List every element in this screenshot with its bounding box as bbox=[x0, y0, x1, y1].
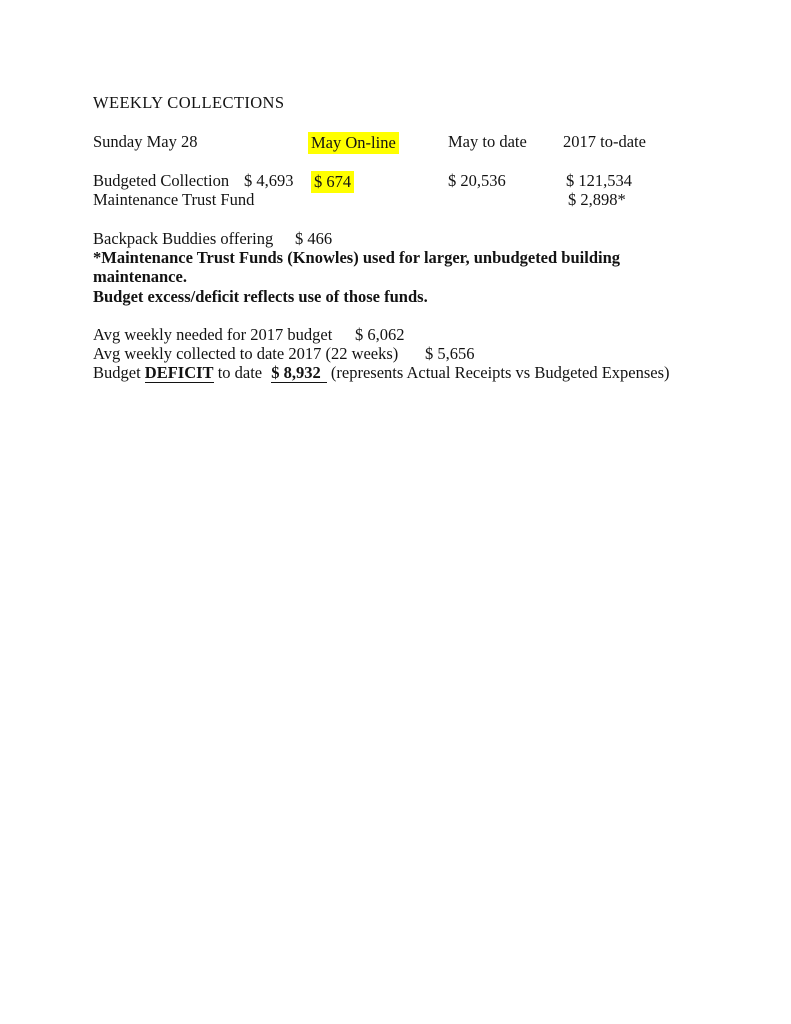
budget-usage-note: Budget excess/deficit reflects use of those funds. bbox=[93, 287, 428, 306]
budgeted-year-amount: $ 121,534 bbox=[566, 171, 632, 190]
deficit-term-underlined: DEFICIT bbox=[144, 363, 214, 382]
backpack-buddies-label: Backpack Buddies offering bbox=[93, 229, 274, 248]
maintenance-trust-year-amount: $ 2,898* bbox=[568, 190, 626, 209]
maintenance-trust-label: Maintenance Trust Fund bbox=[93, 190, 255, 209]
header-online-label-highlighted: May On-line bbox=[308, 132, 399, 154]
budgeted-collection-label: Budgeted Collection bbox=[93, 171, 230, 190]
deficit-middle: to date bbox=[217, 363, 263, 382]
header-month-label: May to date bbox=[448, 132, 527, 151]
avg-needed-label: Avg weekly needed for 2017 budget bbox=[93, 325, 333, 344]
budgeted-week-amount: $ 4,693 bbox=[244, 171, 294, 190]
avg-collected-amount: $ 5,656 bbox=[425, 344, 475, 363]
deficit-amount-underlined: $ 8,932 bbox=[271, 363, 327, 383]
avg-collected-label: Avg weekly collected to date 2017 (22 weeks) bbox=[93, 344, 399, 363]
budgeted-online-amount-highlighted: $ 674 bbox=[311, 171, 354, 193]
header-week-label: Sunday May 28 bbox=[93, 132, 198, 151]
header-year-label: 2017 to-date bbox=[563, 132, 646, 151]
page-title: WEEKLY COLLECTIONS bbox=[93, 93, 285, 112]
deficit-suffix: (represents Actual Receipts vs Budgeted Expenses) bbox=[330, 363, 670, 382]
maintenance-note-line2: maintenance. bbox=[93, 267, 187, 286]
avg-needed-amount: $ 6,062 bbox=[355, 325, 405, 344]
backpack-buddies-amount: $ 466 bbox=[295, 229, 333, 248]
budgeted-month-amount: $ 20,536 bbox=[448, 171, 506, 190]
deficit-line bbox=[93, 363, 670, 383]
deficit-prefix: Budget bbox=[93, 363, 141, 382]
maintenance-note-line1: *Maintenance Trust Funds (Knowles) used for larger, unbudgeted building bbox=[93, 248, 621, 267]
